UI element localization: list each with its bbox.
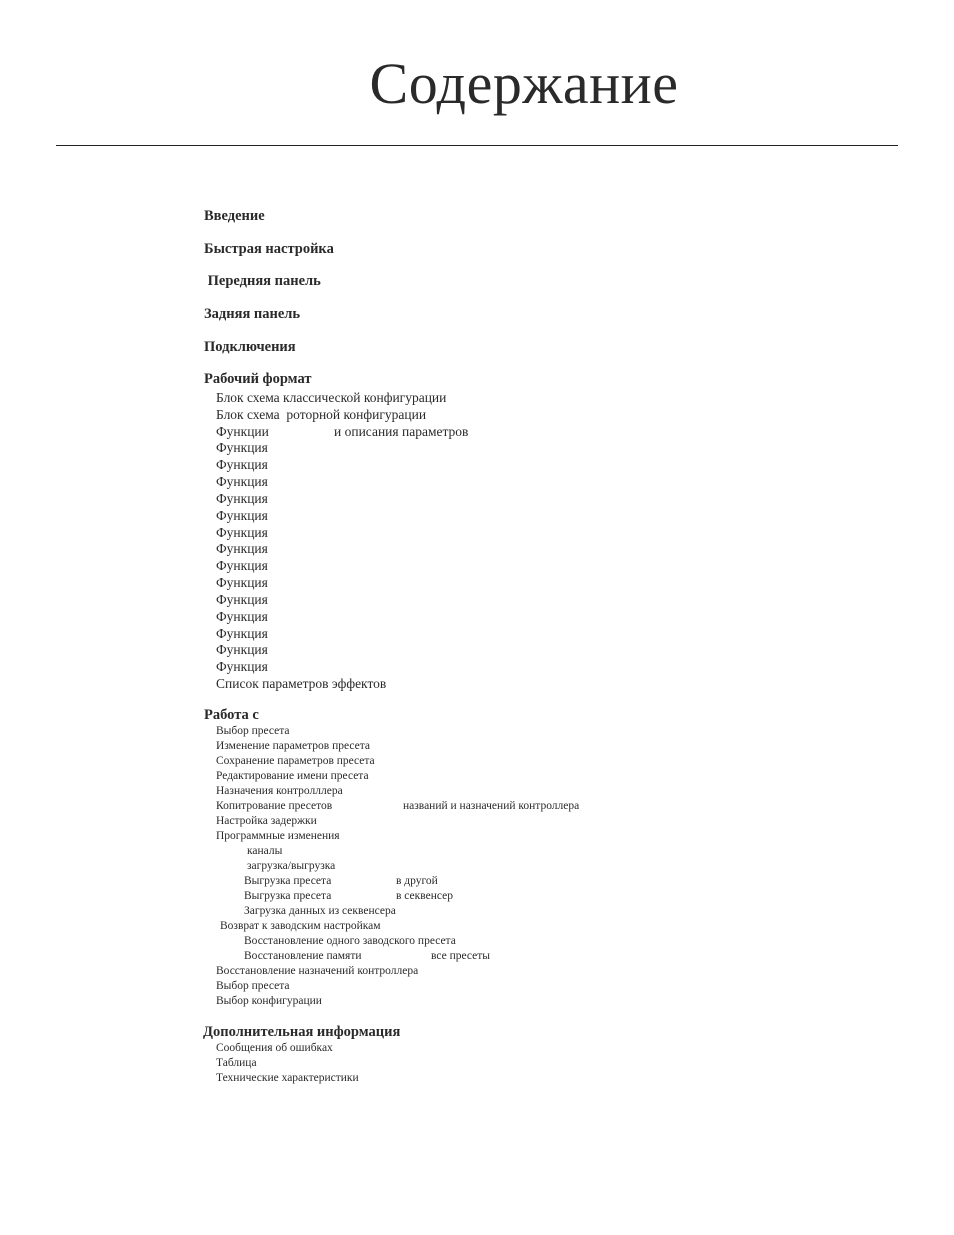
toc-item[interactable]: Функция (216, 525, 268, 540)
toc-item[interactable]: Функция (216, 659, 268, 674)
toc-item[interactable]: Функция (216, 609, 268, 624)
toc-item-suffix[interactable]: и описания параметров (334, 424, 469, 439)
toc-subitem[interactable]: Выгрузка пресета (244, 890, 332, 902)
toc-item[interactable]: Функция (216, 642, 268, 657)
toc-item[interactable]: Изменение параметров пресета (216, 740, 370, 752)
toc-item[interactable]: Таблица (216, 1057, 257, 1069)
toc-item[interactable]: Выбор конфигурации (216, 995, 322, 1007)
toc-subitem-suffix[interactable]: в другой (396, 875, 438, 887)
toc-item[interactable]: Сохранение параметров пресета (216, 755, 375, 767)
toc-item-suffix[interactable]: названий и назначений контроллера (403, 800, 580, 812)
toc-subitem[interactable]: загрузка/выгрузка (247, 860, 336, 872)
toc-heading-working-with[interactable]: Работа с (204, 707, 259, 723)
toc-heading-connections[interactable]: Подключения (204, 339, 296, 355)
toc-item[interactable]: Функция (216, 440, 268, 455)
toc-subitem[interactable]: Загрузка данных из секвенсера (244, 905, 396, 917)
toc-item[interactable]: Список параметров эффектов (216, 676, 387, 691)
toc-item[interactable]: Функция (216, 541, 268, 556)
toc-heading-intro[interactable]: Введение (204, 208, 265, 224)
toc-subitem-suffix[interactable]: в секвенсер (396, 890, 453, 902)
toc-item[interactable]: Восстановление назначений контроллера (216, 965, 419, 977)
toc-item[interactable]: Копитрование пресетов (216, 800, 333, 812)
toc-item[interactable]: Назначения контролллера (216, 785, 343, 797)
toc-item[interactable]: Блок схема роторной конфигурации (216, 407, 427, 422)
toc-subitem-suffix[interactable]: все пресеты (431, 950, 490, 962)
toc-item[interactable]: Выбор пресета (216, 980, 290, 992)
toc-subitem[interactable]: Восстановление одного заводского пресета (244, 935, 456, 947)
toc-item[interactable]: Блок схема классической конфигурации (216, 390, 447, 405)
toc-item[interactable]: Функция (216, 558, 268, 573)
toc-item[interactable]: Функция (216, 491, 268, 506)
toc-heading-front-panel[interactable]: Передняя панель (204, 273, 321, 289)
toc-item[interactable]: Функция (216, 508, 268, 523)
toc-heading-work-format[interactable]: Рабочий формат (204, 371, 312, 387)
toc-item[interactable]: Сообщения об ошибках (216, 1042, 333, 1054)
toc-subitem[interactable]: каналы (247, 845, 283, 857)
toc-item[interactable]: Выбор пресета (216, 725, 290, 737)
page-title: Содержание (369, 51, 679, 116)
toc-heading-quick-setup[interactable]: Быстрая настройка (204, 241, 334, 257)
toc-heading-additional[interactable]: Дополнительная информация (203, 1024, 401, 1040)
toc-item[interactable]: Редактирование имени пресета (216, 770, 369, 782)
toc-item[interactable]: Функция (216, 474, 268, 489)
toc-subitem[interactable]: Выгрузка пресета (244, 875, 332, 887)
toc-item[interactable]: Функция (216, 457, 268, 472)
toc-heading-rear-panel[interactable]: Задняя панель (204, 306, 301, 322)
toc-item[interactable]: Функция (216, 592, 268, 607)
toc-item[interactable]: Функция (216, 626, 268, 641)
toc-item[interactable]: Технические характеристики (216, 1072, 359, 1084)
toc-item[interactable]: Настройка задержки (216, 815, 317, 827)
toc-item[interactable]: Функции (216, 424, 269, 439)
toc-subitem[interactable]: Восстановление памяти (244, 950, 362, 962)
toc-item[interactable]: Возврат к заводским настройкам (220, 920, 381, 932)
toc-item[interactable]: Программные изменения (216, 830, 340, 842)
toc-item[interactable]: Функция (216, 575, 268, 590)
